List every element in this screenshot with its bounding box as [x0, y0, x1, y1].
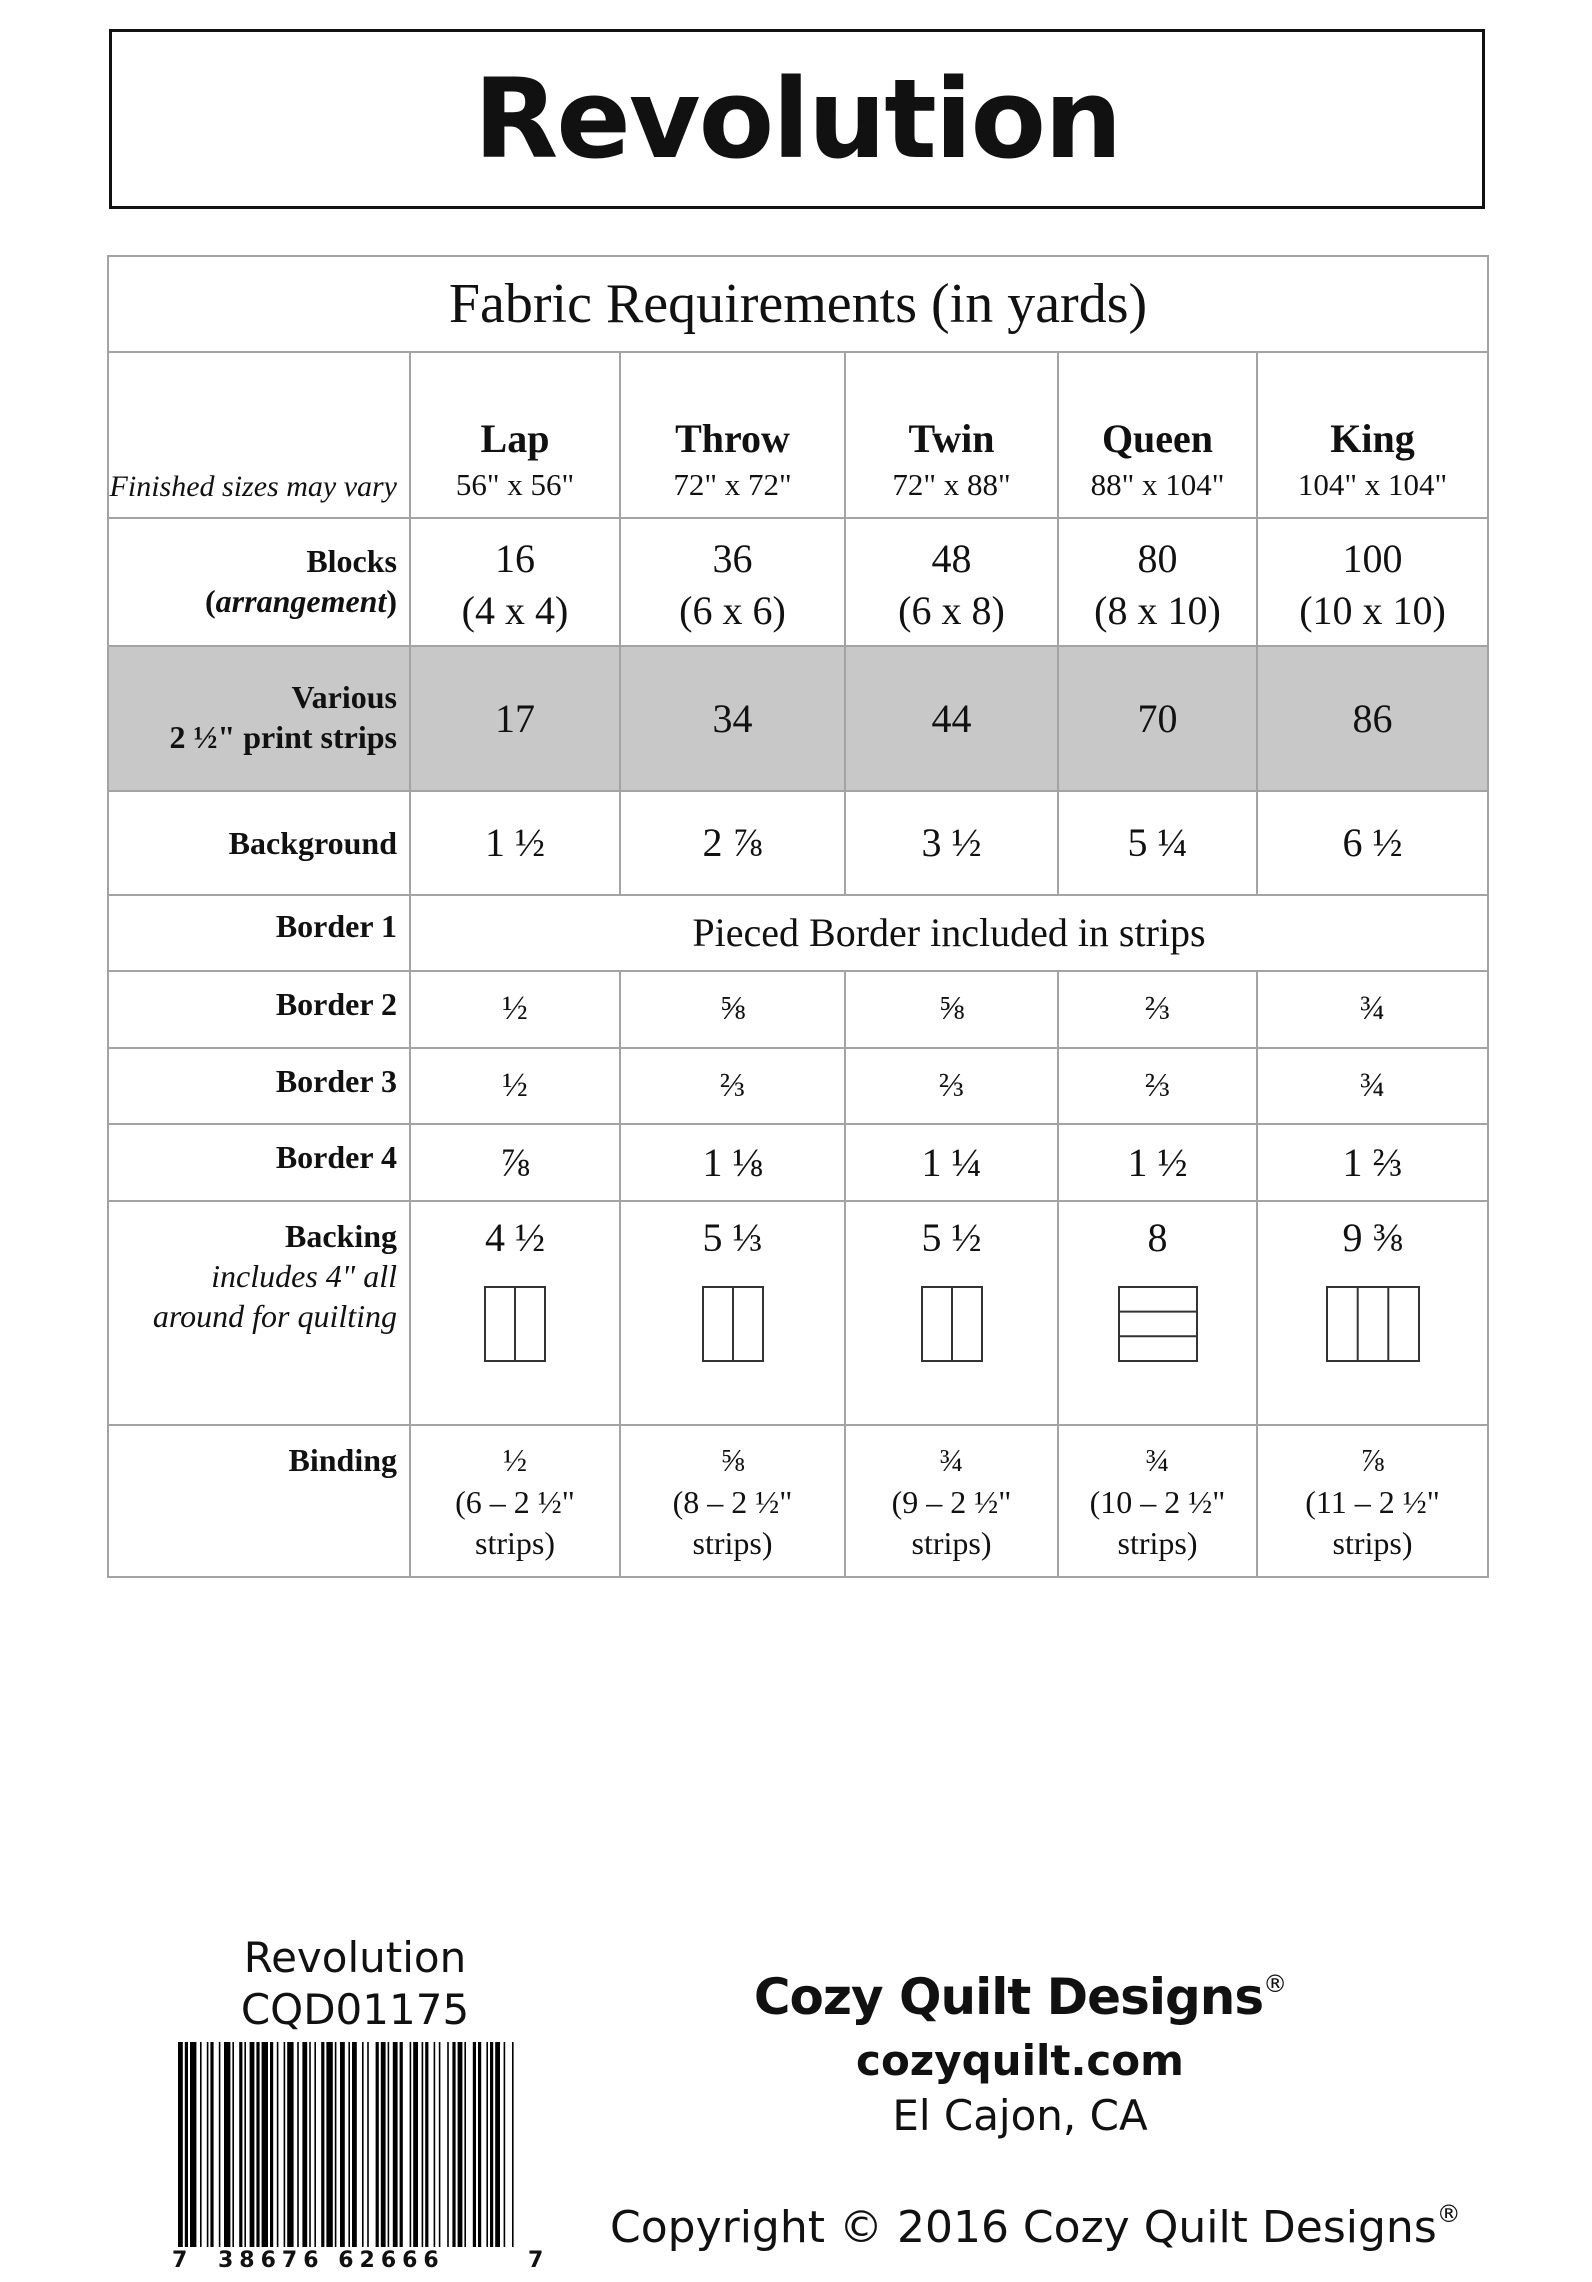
- barcode-bar: [422, 2042, 424, 2247]
- barcode-bar: [439, 2042, 441, 2247]
- size-header-twin: Twin 72" x 88": [845, 352, 1058, 518]
- barcode-bar: [452, 2042, 455, 2247]
- barcode-bar: [185, 2042, 188, 2247]
- sizes-note: Finished sizes may vary: [108, 352, 410, 518]
- border1-text: Pieced Border included in strips: [410, 895, 1488, 971]
- barcode-digit-left: 7: [172, 2248, 194, 2273]
- strips-throw: 34: [620, 646, 845, 791]
- title-box: [109, 29, 1485, 209]
- border2-lap: ½: [410, 971, 620, 1048]
- barcode-bar: [362, 2042, 364, 2247]
- backing-queen: 8: [1058, 1201, 1257, 1425]
- size-header-king: King 104" x 104": [1257, 352, 1488, 518]
- strips-twin: 44: [845, 646, 1058, 791]
- barcode-bar: [314, 2042, 316, 2247]
- border3-king: ¾: [1257, 1048, 1488, 1124]
- barcode-bar: [277, 2042, 279, 2247]
- blocks-throw: 36 (6 x 6): [620, 518, 845, 646]
- barcode-bar: [490, 2042, 493, 2247]
- barcode-bar: [335, 2042, 337, 2247]
- publisher-info: [700, 1968, 1340, 2140]
- barcode-bar: [348, 2042, 350, 2247]
- product-label: [190, 1932, 520, 2036]
- backing-diagram-two-vertical: [921, 1286, 983, 1362]
- barcode-bar: [262, 2042, 268, 2247]
- background-twin: 3 ½: [845, 791, 1058, 895]
- border2-twin: ⅝: [845, 971, 1058, 1048]
- barcode-bar: [486, 2042, 488, 2247]
- backing-diagram-three-horizontal: [1118, 1286, 1198, 1362]
- product-name: Revolution: [243, 1933, 467, 1982]
- blocks-twin: 48 (6 x 8): [845, 518, 1058, 646]
- barcode-bar: [473, 2042, 476, 2247]
- binding-label: Binding: [108, 1425, 410, 1577]
- barcode-bar: [178, 2042, 183, 2247]
- backing-diagram-three-vertical: [1326, 1286, 1420, 1362]
- backing-lap: 4 ½: [410, 1201, 620, 1425]
- binding-throw: ⅝ (8 – 2 ½" strips): [620, 1425, 845, 1577]
- barcode-bar: [200, 2042, 202, 2247]
- fabric-requirements-table: [107, 255, 1489, 1578]
- blocks-queen: 80 (8 x 10): [1058, 518, 1257, 646]
- barcode: [174, 2042, 524, 2247]
- barcode-bar: [219, 2042, 221, 2247]
- barcode-bar: [250, 2042, 255, 2247]
- border4-king: 1 ⅔: [1257, 1124, 1488, 1201]
- border3-throw: ⅔: [620, 1048, 845, 1124]
- barcode-bar: [190, 2042, 196, 2247]
- border3-lap: ½: [410, 1048, 620, 1124]
- brand-name: Cozy Quilt Designs®: [753, 1968, 1287, 2026]
- barcode-digit-right: 7: [528, 2248, 550, 2273]
- location-text: El Cajon, CA: [892, 2091, 1148, 2140]
- barcode-bar: [224, 2042, 230, 2247]
- barcode-bar: [434, 2042, 436, 2247]
- barcode-bar: [287, 2042, 293, 2247]
- background-king: 6 ½: [1257, 791, 1488, 895]
- barcode-bar: [413, 2042, 418, 2247]
- barcode-bar: [458, 2042, 463, 2247]
- barcode-bar: [284, 2042, 286, 2247]
- barcode-bar: [388, 2042, 390, 2247]
- barcode-bar: [464, 2042, 466, 2247]
- website-text: cozyquilt.com: [856, 2036, 1184, 2085]
- border4-lap: ⅞: [410, 1124, 620, 1201]
- barcode-bar: [376, 2042, 379, 2247]
- border3-queen: ⅔: [1058, 1048, 1257, 1124]
- barcode-bar: [381, 2042, 386, 2247]
- blocks-king: 100 (10 x 10): [1257, 518, 1488, 646]
- strips-label: Various 2 ½" print strips: [108, 646, 410, 791]
- barcode-bar: [447, 2042, 449, 2247]
- barcode-bar: [425, 2042, 428, 2247]
- blocks-lap: 16 (4 x 4): [410, 518, 620, 646]
- backing-label: Backing includes 4" all around for quilting: [108, 1201, 410, 1425]
- border3-twin: ⅔: [845, 1048, 1058, 1124]
- barcode-bar: [478, 2042, 481, 2247]
- binding-twin: ¾ (9 – 2 ½" strips): [845, 1425, 1058, 1577]
- barcode-bar: [309, 2042, 311, 2247]
- border1-label: Border 1: [108, 895, 410, 971]
- border2-throw: ⅝: [620, 971, 845, 1048]
- border4-throw: 1 ⅛: [620, 1124, 845, 1201]
- barcode-bar: [210, 2042, 213, 2247]
- barcode-bar: [367, 2042, 369, 2247]
- barcode-bar: [400, 2042, 403, 2247]
- barcode-bar: [239, 2042, 242, 2247]
- pattern-title: Revolution: [473, 55, 1121, 183]
- background-throw: 2 ⅞: [620, 791, 845, 895]
- barcode-bar: [302, 2042, 307, 2247]
- border2-queen: ⅔: [1058, 971, 1257, 1048]
- background-queen: 5 ¼: [1058, 791, 1257, 895]
- binding-king: ⅞ (11 – 2 ½" strips): [1257, 1425, 1488, 1577]
- border2-label: Border 2: [108, 971, 410, 1048]
- barcode-bar: [321, 2042, 324, 2247]
- barcode-bar: [512, 2042, 514, 2247]
- barcode-bar: [495, 2042, 500, 2247]
- border2-king: ¾: [1257, 971, 1488, 1048]
- binding-queen: ¾ (10 – 2 ½" strips): [1058, 1425, 1257, 1577]
- size-header-throw: Throw 72" x 72": [620, 352, 845, 518]
- barcode-bar: [256, 2042, 259, 2247]
- table-caption: Fabric Requirements (in yards): [108, 256, 1488, 352]
- barcode-bar: [244, 2042, 246, 2247]
- barcode-bar: [352, 2042, 357, 2247]
- strips-queen: 70: [1058, 646, 1257, 791]
- blocks-label: Blocks (arrangement): [108, 518, 410, 646]
- border4-queen: 1 ½: [1058, 1124, 1257, 1201]
- backing-king: 9 ⅜: [1257, 1201, 1488, 1425]
- barcode-bar: [297, 2042, 299, 2247]
- border4-label: Border 4: [108, 1124, 410, 1201]
- barcode-bar: [504, 2042, 506, 2247]
- barcode-bar: [410, 2042, 412, 2247]
- product-sku: CQD01175: [240, 1985, 470, 2034]
- barcode-bar: [340, 2042, 345, 2247]
- size-header-lap: Lap 56" x 56": [410, 352, 620, 518]
- barcode-bar: [393, 2042, 398, 2247]
- background-lap: 1 ½: [410, 791, 620, 895]
- backing-diagram-two-vertical: [702, 1286, 764, 1362]
- strips-king: 86: [1257, 646, 1488, 791]
- backing-diagram-two-vertical: [484, 1286, 546, 1362]
- border3-label: Border 3: [108, 1048, 410, 1124]
- copyright-text: Copyright © 2016 Cozy Quilt Designs®: [610, 2200, 1461, 2253]
- backing-throw: 5 ⅓: [620, 1201, 845, 1425]
- barcode-bar: [232, 2042, 234, 2247]
- background-label: Background: [108, 791, 410, 895]
- size-header-queen: Queen 88" x 104": [1058, 352, 1257, 518]
- barcode-digits-middle: 38676 62666: [218, 2248, 445, 2273]
- barcode-bar: [326, 2042, 332, 2247]
- strips-lap: 17: [410, 646, 620, 791]
- binding-lap: ½ (6 – 2 ½" strips): [410, 1425, 620, 1577]
- barcode-bar: [207, 2042, 209, 2247]
- backing-twin: 5 ½: [845, 1201, 1058, 1425]
- border4-twin: 1 ¼: [845, 1124, 1058, 1201]
- barcode-bar: [270, 2042, 273, 2247]
